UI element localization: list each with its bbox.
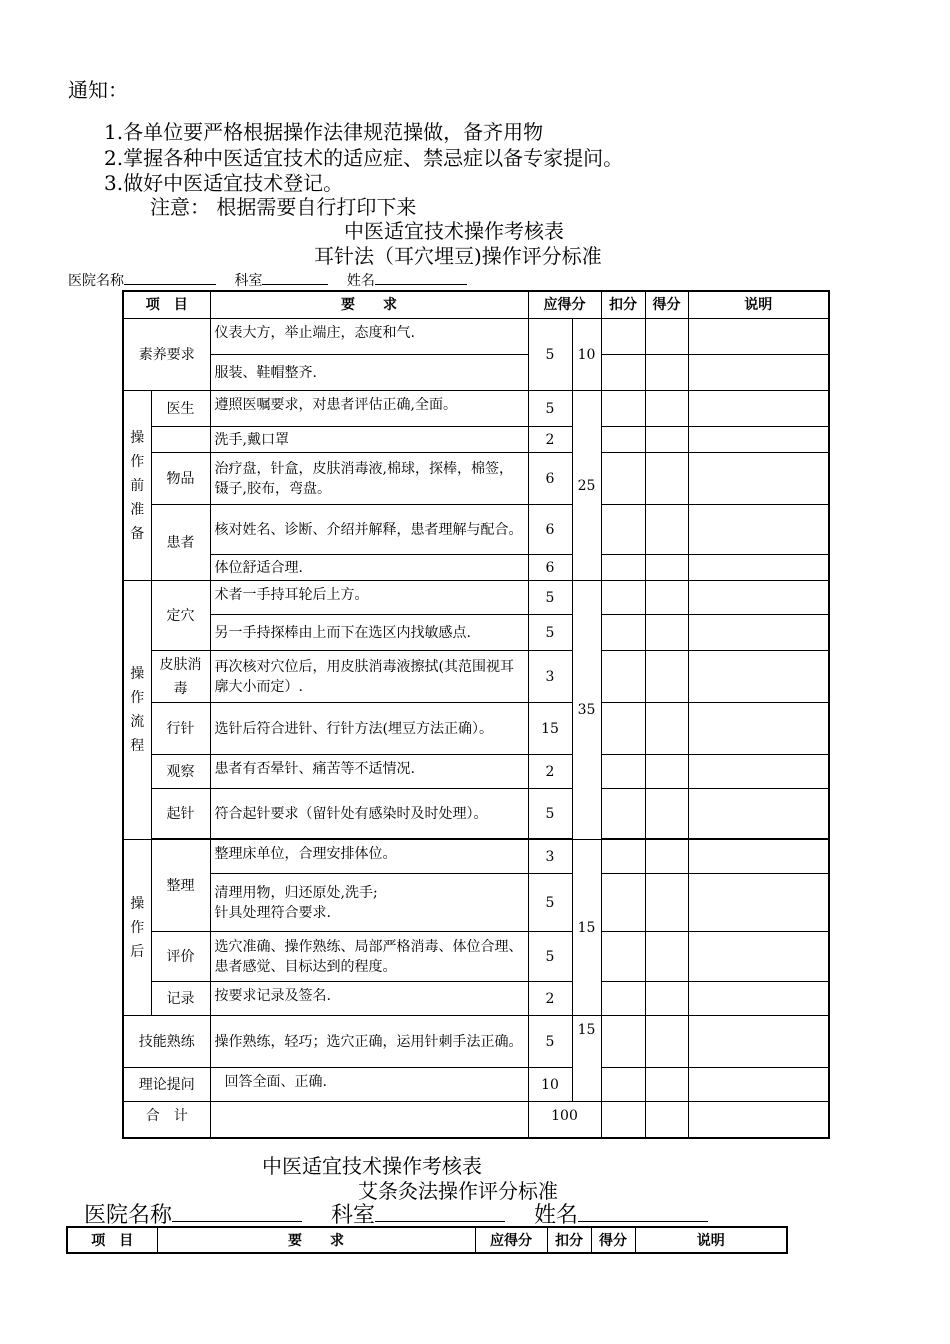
section-label: 技能熟练: [123, 1016, 210, 1068]
got-cell[interactable]: [645, 1016, 688, 1068]
note-cell[interactable]: [688, 427, 829, 453]
note-cell[interactable]: [688, 932, 829, 982]
req-cell: 术者一手持耳轮后上方。: [210, 581, 528, 615]
got-cell[interactable]: [645, 755, 688, 789]
got-cell[interactable]: [645, 505, 688, 555]
hospital-blank[interactable]: [172, 1201, 302, 1222]
table-row: [123, 755, 829, 789]
deduct-cell[interactable]: [601, 453, 645, 505]
table-row: [123, 982, 829, 1016]
score-cell: 3: [528, 651, 572, 703]
dept-label: 科室: [234, 273, 263, 289]
req-cell: 治疗盘，针盒，皮肤消毒液,棉球，探棒，棉签，镊子,胶布，弯盘。: [210, 453, 528, 505]
section-label: 理论提问: [123, 1068, 210, 1102]
header-got: 得分: [591, 1227, 635, 1253]
table-row: [123, 453, 829, 505]
note-cell[interactable]: [688, 555, 829, 581]
score-cell: 6: [528, 555, 572, 581]
req-cell: [210, 1102, 528, 1138]
section-total: 10: [572, 319, 601, 391]
score-cell: 2: [528, 755, 572, 789]
got-cell[interactable]: [645, 874, 688, 932]
got-cell[interactable]: [645, 789, 688, 839]
deduct-cell[interactable]: [601, 874, 645, 932]
deduct-cell[interactable]: [601, 703, 645, 755]
score-cell: 5: [528, 1016, 572, 1068]
total-label: 合 计: [123, 1102, 210, 1138]
score-cell: 5: [528, 789, 572, 839]
table-row: [123, 319, 829, 355]
table-row: [123, 615, 829, 651]
table-row: [123, 505, 829, 555]
notice-title: 通知：: [68, 78, 128, 102]
score-cell: 5: [528, 581, 572, 615]
sub-label: 医生: [151, 391, 210, 427]
note-cell[interactable]: [688, 789, 829, 839]
header-item: 项 目: [123, 291, 210, 319]
sub-label: 行针: [151, 703, 210, 755]
deduct-cell[interactable]: [601, 581, 645, 615]
score-cell: 5: [528, 932, 572, 982]
req-line-2: 针具处理符合要求.: [214, 904, 331, 921]
req-cell: [210, 874, 528, 932]
section-label: 操作前准备: [123, 391, 151, 581]
hospital-label: 医院名称: [84, 1203, 173, 1228]
score-cell: 3: [528, 840, 572, 874]
sub-label: 定穴: [151, 581, 210, 651]
score-table-moxa: [66, 1226, 788, 1254]
deduct-cell[interactable]: [601, 932, 645, 982]
sub-label: 物品: [151, 453, 210, 505]
header-deduct: 扣分: [547, 1227, 591, 1253]
sub-label: [151, 427, 210, 453]
deduct-cell[interactable]: [601, 505, 645, 555]
sub-label: 评价: [151, 932, 210, 982]
score-cell: 5: [528, 615, 572, 651]
notice-item-1: 1.各单位要严格根据操作法律规范操做，备齐用物: [104, 120, 544, 144]
table-header: [67, 1227, 787, 1253]
sub-label: 记录: [151, 982, 210, 1016]
req-cell: 符合起针要求（留针处有感染时及时处理）。: [210, 789, 528, 839]
got-cell[interactable]: [645, 982, 688, 1016]
req-cell: 再次核对穴位后，用皮肤消毒液擦拭(其范围视耳廓大小而定）.: [210, 651, 528, 703]
note-cell[interactable]: [688, 355, 829, 391]
section-total: 15: [572, 840, 601, 1016]
note-cell[interactable]: [688, 615, 829, 651]
header-req: 要 求: [157, 1227, 475, 1253]
deduct-cell[interactable]: [601, 319, 645, 355]
table-row: [123, 1016, 829, 1068]
req-cell: 体位舒适合理.: [210, 555, 528, 581]
score-cell: 2: [528, 427, 572, 453]
score-cell: 6: [528, 505, 572, 555]
req-cell: 按要求记录及签名.: [210, 982, 528, 1016]
header-should: 应得分: [475, 1227, 547, 1253]
score-cell: 5: [528, 391, 572, 427]
note-cell[interactable]: [688, 505, 829, 555]
form1-subtitle: 耳针法（耳穴埋豆)操作评分标准: [314, 244, 602, 268]
score-cell: 5: [528, 874, 572, 932]
req-cell: 整理床单位，合理安排体位。: [210, 840, 528, 874]
table-row: [123, 555, 829, 581]
section-total: 35: [572, 581, 601, 840]
sub-label: 整理: [151, 840, 210, 932]
form1-title: 中医适宜技术操作考核表: [344, 219, 564, 243]
notice-item-2: 2.掌握各种中医适宜技术的适应症、禁忌症以备专家提问。: [104, 146, 624, 170]
deduct-cell[interactable]: [601, 427, 645, 453]
req-cell: 另一手持探棒由上而下在选区内找敏感点.: [210, 615, 528, 651]
got-cell[interactable]: [645, 453, 688, 505]
got-cell[interactable]: [645, 1102, 688, 1138]
table-row: [123, 355, 829, 391]
deduct-cell[interactable]: [601, 755, 645, 789]
req-cell: 核对姓名、诊断、介绍并解释，患者理解与配合。: [210, 505, 528, 555]
req-cell: 操作熟练，轻巧；选穴正确，运用针刺手法正确。: [210, 1016, 528, 1068]
req-line-1: 清理用物，归还原处,洗手;: [214, 884, 378, 901]
section-label: 操作流程: [123, 581, 151, 840]
table-row: [123, 932, 829, 982]
table-row: [123, 581, 829, 615]
note-cell[interactable]: [688, 1068, 829, 1102]
hospital-label: 医院名称: [68, 273, 124, 289]
table-row: [123, 789, 829, 839]
got-cell[interactable]: [645, 355, 688, 391]
sub-label: 起针: [151, 789, 210, 839]
note-cell[interactable]: [688, 874, 829, 932]
table-row-total: [123, 1102, 829, 1138]
note-cell[interactable]: [688, 755, 829, 789]
got-cell[interactable]: [645, 615, 688, 651]
deduct-cell[interactable]: [601, 1016, 645, 1068]
note-cell[interactable]: [688, 581, 829, 615]
got-cell[interactable]: [645, 427, 688, 453]
table-row: [123, 391, 829, 427]
table-header: [123, 291, 829, 319]
req-cell: 患者有否晕针、痛苦等不适情况.: [210, 755, 528, 789]
section-total: 15: [572, 1016, 601, 1102]
name-blank[interactable]: [578, 1201, 708, 1222]
got-cell[interactable]: [645, 319, 688, 355]
table-row: [123, 703, 829, 755]
sub-label: 皮肤消毒: [151, 651, 210, 703]
hospital-blank[interactable]: [124, 268, 216, 285]
table-row: [123, 427, 829, 453]
note-cell[interactable]: [688, 453, 829, 505]
note-cell[interactable]: [688, 319, 829, 355]
req-cell: 仪表大方，举止端庄，态度和气.: [210, 319, 528, 355]
note-cell[interactable]: [688, 1016, 829, 1068]
deduct-cell[interactable]: [601, 651, 645, 703]
req-cell: 服装、鞋帽整齐.: [210, 355, 528, 391]
score-cell: 15: [528, 703, 572, 755]
dept-label: 科室: [331, 1203, 376, 1228]
got-cell[interactable]: [645, 391, 688, 427]
got-cell[interactable]: [645, 840, 688, 874]
req-cell: 洗手,戴口罩: [210, 427, 528, 453]
req-cell: 遵照医嘱要求，对患者评估正确,全面。: [210, 391, 528, 427]
score-cell: 6: [528, 453, 572, 505]
score-table-ear: [122, 290, 830, 1139]
name-blank[interactable]: [375, 268, 467, 285]
got-cell[interactable]: [645, 651, 688, 703]
header-note: 说明: [688, 291, 829, 319]
score-cell: 2: [528, 982, 572, 1016]
deduct-cell[interactable]: [601, 1102, 645, 1138]
section-label: 素养要求: [123, 319, 210, 391]
table-row: [123, 874, 829, 932]
req-cell: 选针后符合进针、行针方法(埋豆方法正确）。: [210, 703, 528, 755]
got-cell[interactable]: [645, 703, 688, 755]
form2-meta: [84, 1198, 708, 1229]
note-cell[interactable]: [688, 840, 829, 874]
deduct-cell[interactable]: [601, 615, 645, 651]
deduct-cell[interactable]: [601, 391, 645, 427]
req-cell: 回答全面、正确.: [210, 1068, 528, 1102]
note-cell[interactable]: [688, 982, 829, 1016]
deduct-cell[interactable]: [601, 840, 645, 874]
sub-label: 观察: [151, 755, 210, 789]
header-note: 说明: [635, 1227, 787, 1253]
deduct-cell[interactable]: [601, 555, 645, 581]
deduct-cell[interactable]: [601, 789, 645, 839]
form1-meta: [68, 268, 467, 290]
score-cell: 5: [528, 319, 572, 391]
note-cell[interactable]: [688, 391, 829, 427]
req-cell: 选穴准确、操作熟练、局部严格消毒、体位合理、患者感觉、目标达到的程度。: [210, 932, 528, 982]
note-cell[interactable]: [688, 703, 829, 755]
deduct-cell[interactable]: [601, 982, 645, 1016]
header-item: 项 目: [67, 1227, 157, 1253]
notice-item-3: 3.做好中医适宜技术登记。: [104, 171, 344, 195]
note-cell[interactable]: [688, 1102, 829, 1138]
header-deduct: 扣分: [601, 291, 645, 319]
got-cell[interactable]: [645, 1068, 688, 1102]
got-cell[interactable]: [645, 932, 688, 982]
name-label: 姓名: [534, 1203, 579, 1228]
note-cell[interactable]: [688, 651, 829, 703]
form2-title: 中医适宜技术操作考核表: [262, 1154, 482, 1178]
table-row: [123, 1068, 829, 1102]
sub-label: 患者: [151, 505, 210, 581]
header-req: 要 求: [210, 291, 528, 319]
section-total: 25: [572, 391, 601, 581]
deduct-cell[interactable]: [601, 355, 645, 391]
table-row: [123, 651, 829, 703]
name-label: 姓名: [346, 273, 375, 289]
form2-subtitle: 艾条灸法操作评分标准: [358, 1179, 558, 1203]
section-label: 操作后: [123, 840, 151, 1016]
total-score: 100: [528, 1102, 601, 1138]
header-got: 得分: [645, 291, 688, 319]
got-cell[interactable]: [645, 555, 688, 581]
table-row: [123, 840, 829, 874]
got-cell[interactable]: [645, 581, 688, 615]
dept-blank[interactable]: [375, 1201, 505, 1222]
notice-note: 注意： 根据需要自行打印下来: [150, 195, 417, 219]
dept-blank[interactable]: [262, 268, 328, 285]
score-cell: 10: [528, 1068, 572, 1102]
deduct-cell[interactable]: [601, 1068, 645, 1102]
header-should: 应得分: [528, 291, 601, 319]
